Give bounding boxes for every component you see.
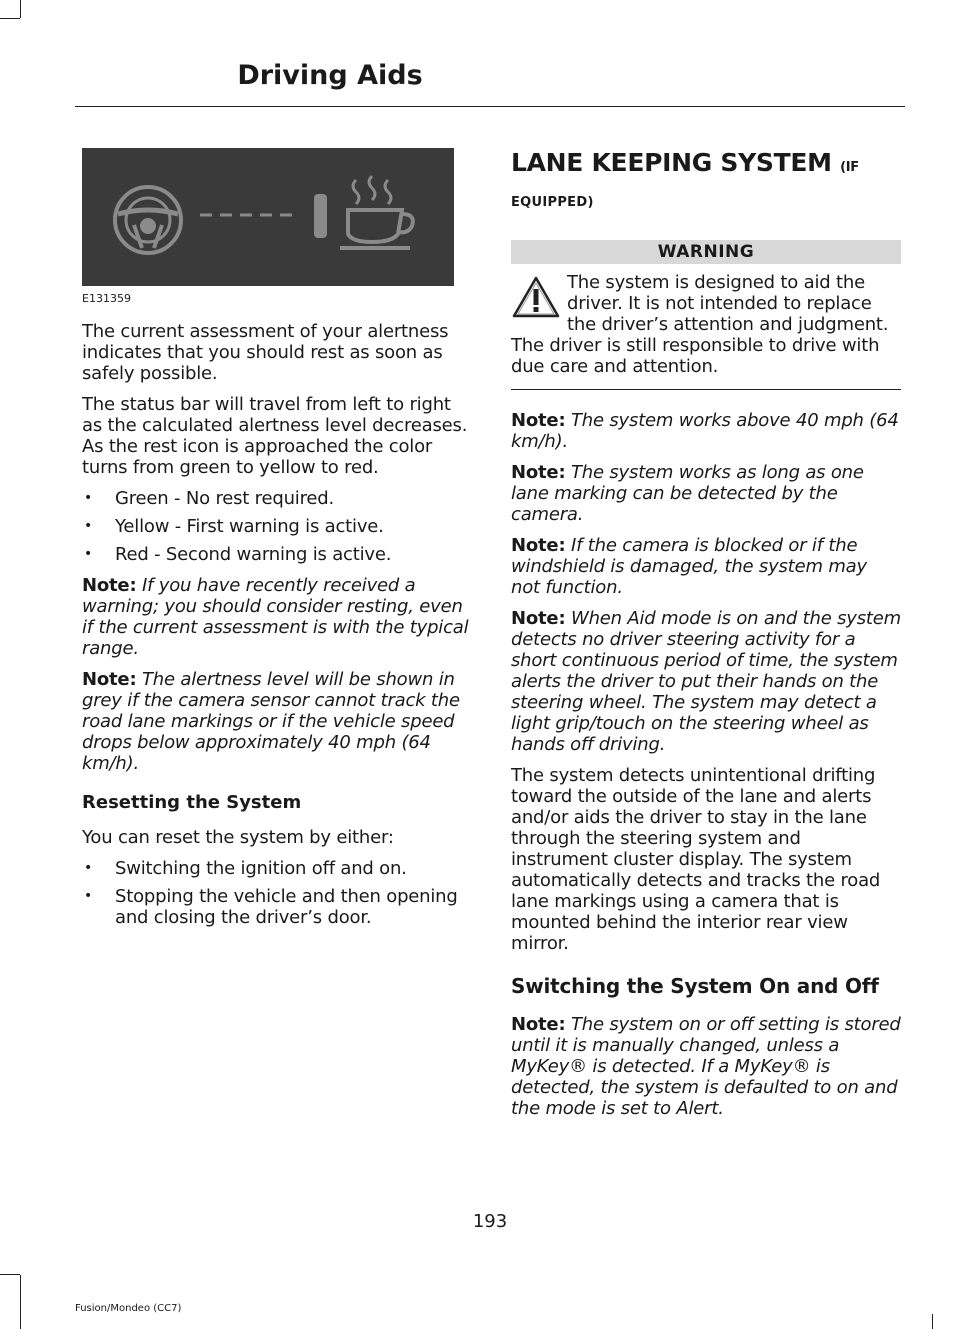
- crop-mark: [0, 1274, 20, 1275]
- warning-box: [511, 272, 901, 383]
- reset-intro: You can reset the system by either:: [82, 827, 394, 848]
- note-text: The system works as long as one lane marking can be detected by the camera.: [511, 462, 864, 525]
- note-label: Note:: [511, 535, 566, 556]
- note-text: When Aid mode is on and the system detects no driver steering activity for a short continuous period of time, the system alerts the driver to put their hands on the steering wheel. The system may detect a light grip/touch on the steering wheel as hands off driving.: [511, 608, 901, 755]
- warning-triangle-icon: [511, 274, 561, 320]
- note-text: If you have recently received a warning; you should consider resting, even if the current assessment is with the typical range.: [82, 575, 469, 659]
- list-item: • Red - Second warning is active.: [82, 544, 472, 565]
- section-equipped: EQUIPPED): [511, 195, 594, 210]
- note-text: The alertness level will be shown in grey if the camera sensor cannot track the road lane markings or if the vehicle speed drops below approximately 40 mph (64 km/h).: [82, 669, 460, 774]
- page-title: Driving Aids: [237, 60, 423, 91]
- note-label: Note:: [511, 608, 566, 629]
- warning-divider: [511, 389, 901, 390]
- left-column: [82, 148, 472, 938]
- note: [82, 575, 472, 659]
- list-item: • Switching the ignition off and on.: [82, 858, 472, 879]
- note-label: Note:: [511, 410, 566, 431]
- description-paragraph: The system detects unintentional drifting toward the outside of the lane and alerts and/or aids the driver to stay in the lane through the steering system and instrument cluster display. The system automatically detects and tracks the road lane markings using a camera that is mounted behind the interior rear view mirror.: [511, 765, 881, 954]
- steering-wheel-icon: [115, 187, 181, 253]
- section-title-text: LANE KEEPING SYSTEM: [511, 148, 832, 177]
- note: [511, 1014, 901, 1119]
- coffee-cup-icon: [340, 176, 413, 248]
- status-bullets: [82, 488, 472, 565]
- note-label: Note:: [82, 669, 137, 690]
- intro-paragraph: The status bar will travel from left to right as the calculated alertness level decreases. As the rest icon is approached the color turns from green to yellow to red.: [82, 394, 468, 478]
- note-label: Note:: [82, 575, 137, 596]
- crop-mark: [932, 1314, 933, 1329]
- section-title: [511, 148, 901, 183]
- footer-model: Fusion/Mondeo (CC7): [75, 1303, 182, 1314]
- warning-text: The system is designed to aid the driver. It is not intended to replace the driver’s attention and judgment. The driver is still responsible to drive with due care and attention.: [511, 272, 889, 377]
- list-item: • Yellow - First warning is active.: [82, 516, 472, 537]
- note-text: The system works above 40 mph (64 km/h).: [511, 410, 899, 452]
- list-item: • Stopping the vehicle and then opening and closing the driver’s door.: [82, 886, 472, 928]
- intro-paragraph: The current assessment of your alertness indicates that you should rest as soon as safely possible.: [82, 321, 449, 384]
- right-column: [511, 148, 901, 1129]
- note-text: If the camera is blocked or if the windshield is damaged, the system may not function.: [511, 535, 867, 598]
- note: [511, 535, 901, 598]
- note: [82, 669, 472, 774]
- alertness-figure: [82, 148, 454, 286]
- list-item: • Green - No rest required.: [82, 488, 472, 509]
- note: [511, 462, 901, 525]
- note: [511, 608, 901, 755]
- warning-label: WARNING: [511, 240, 901, 264]
- crop-mark: [0, 18, 20, 19]
- status-bar-marker: [314, 194, 327, 238]
- figure-code: E131359: [82, 292, 131, 305]
- reset-bullets: [82, 858, 472, 928]
- note-label: Note:: [511, 1014, 566, 1035]
- switch-heading: Switching the System On and Off: [511, 974, 879, 998]
- title-divider: [75, 106, 905, 107]
- reset-heading: Resetting the System: [82, 792, 302, 813]
- section-title-suffix: (IF: [840, 160, 859, 175]
- crop-mark: [20, 1275, 21, 1329]
- note: [511, 410, 901, 452]
- page-number: 193: [472, 1211, 508, 1232]
- crop-mark: [20, 0, 21, 18]
- note-label: Note:: [511, 462, 566, 483]
- note-text: The system on or off setting is stored until it is manually changed, unless a MyKey® is detected. If a MyKey® is detected, the system is defaulted to on and the mode is set to Alert.: [511, 1014, 901, 1119]
